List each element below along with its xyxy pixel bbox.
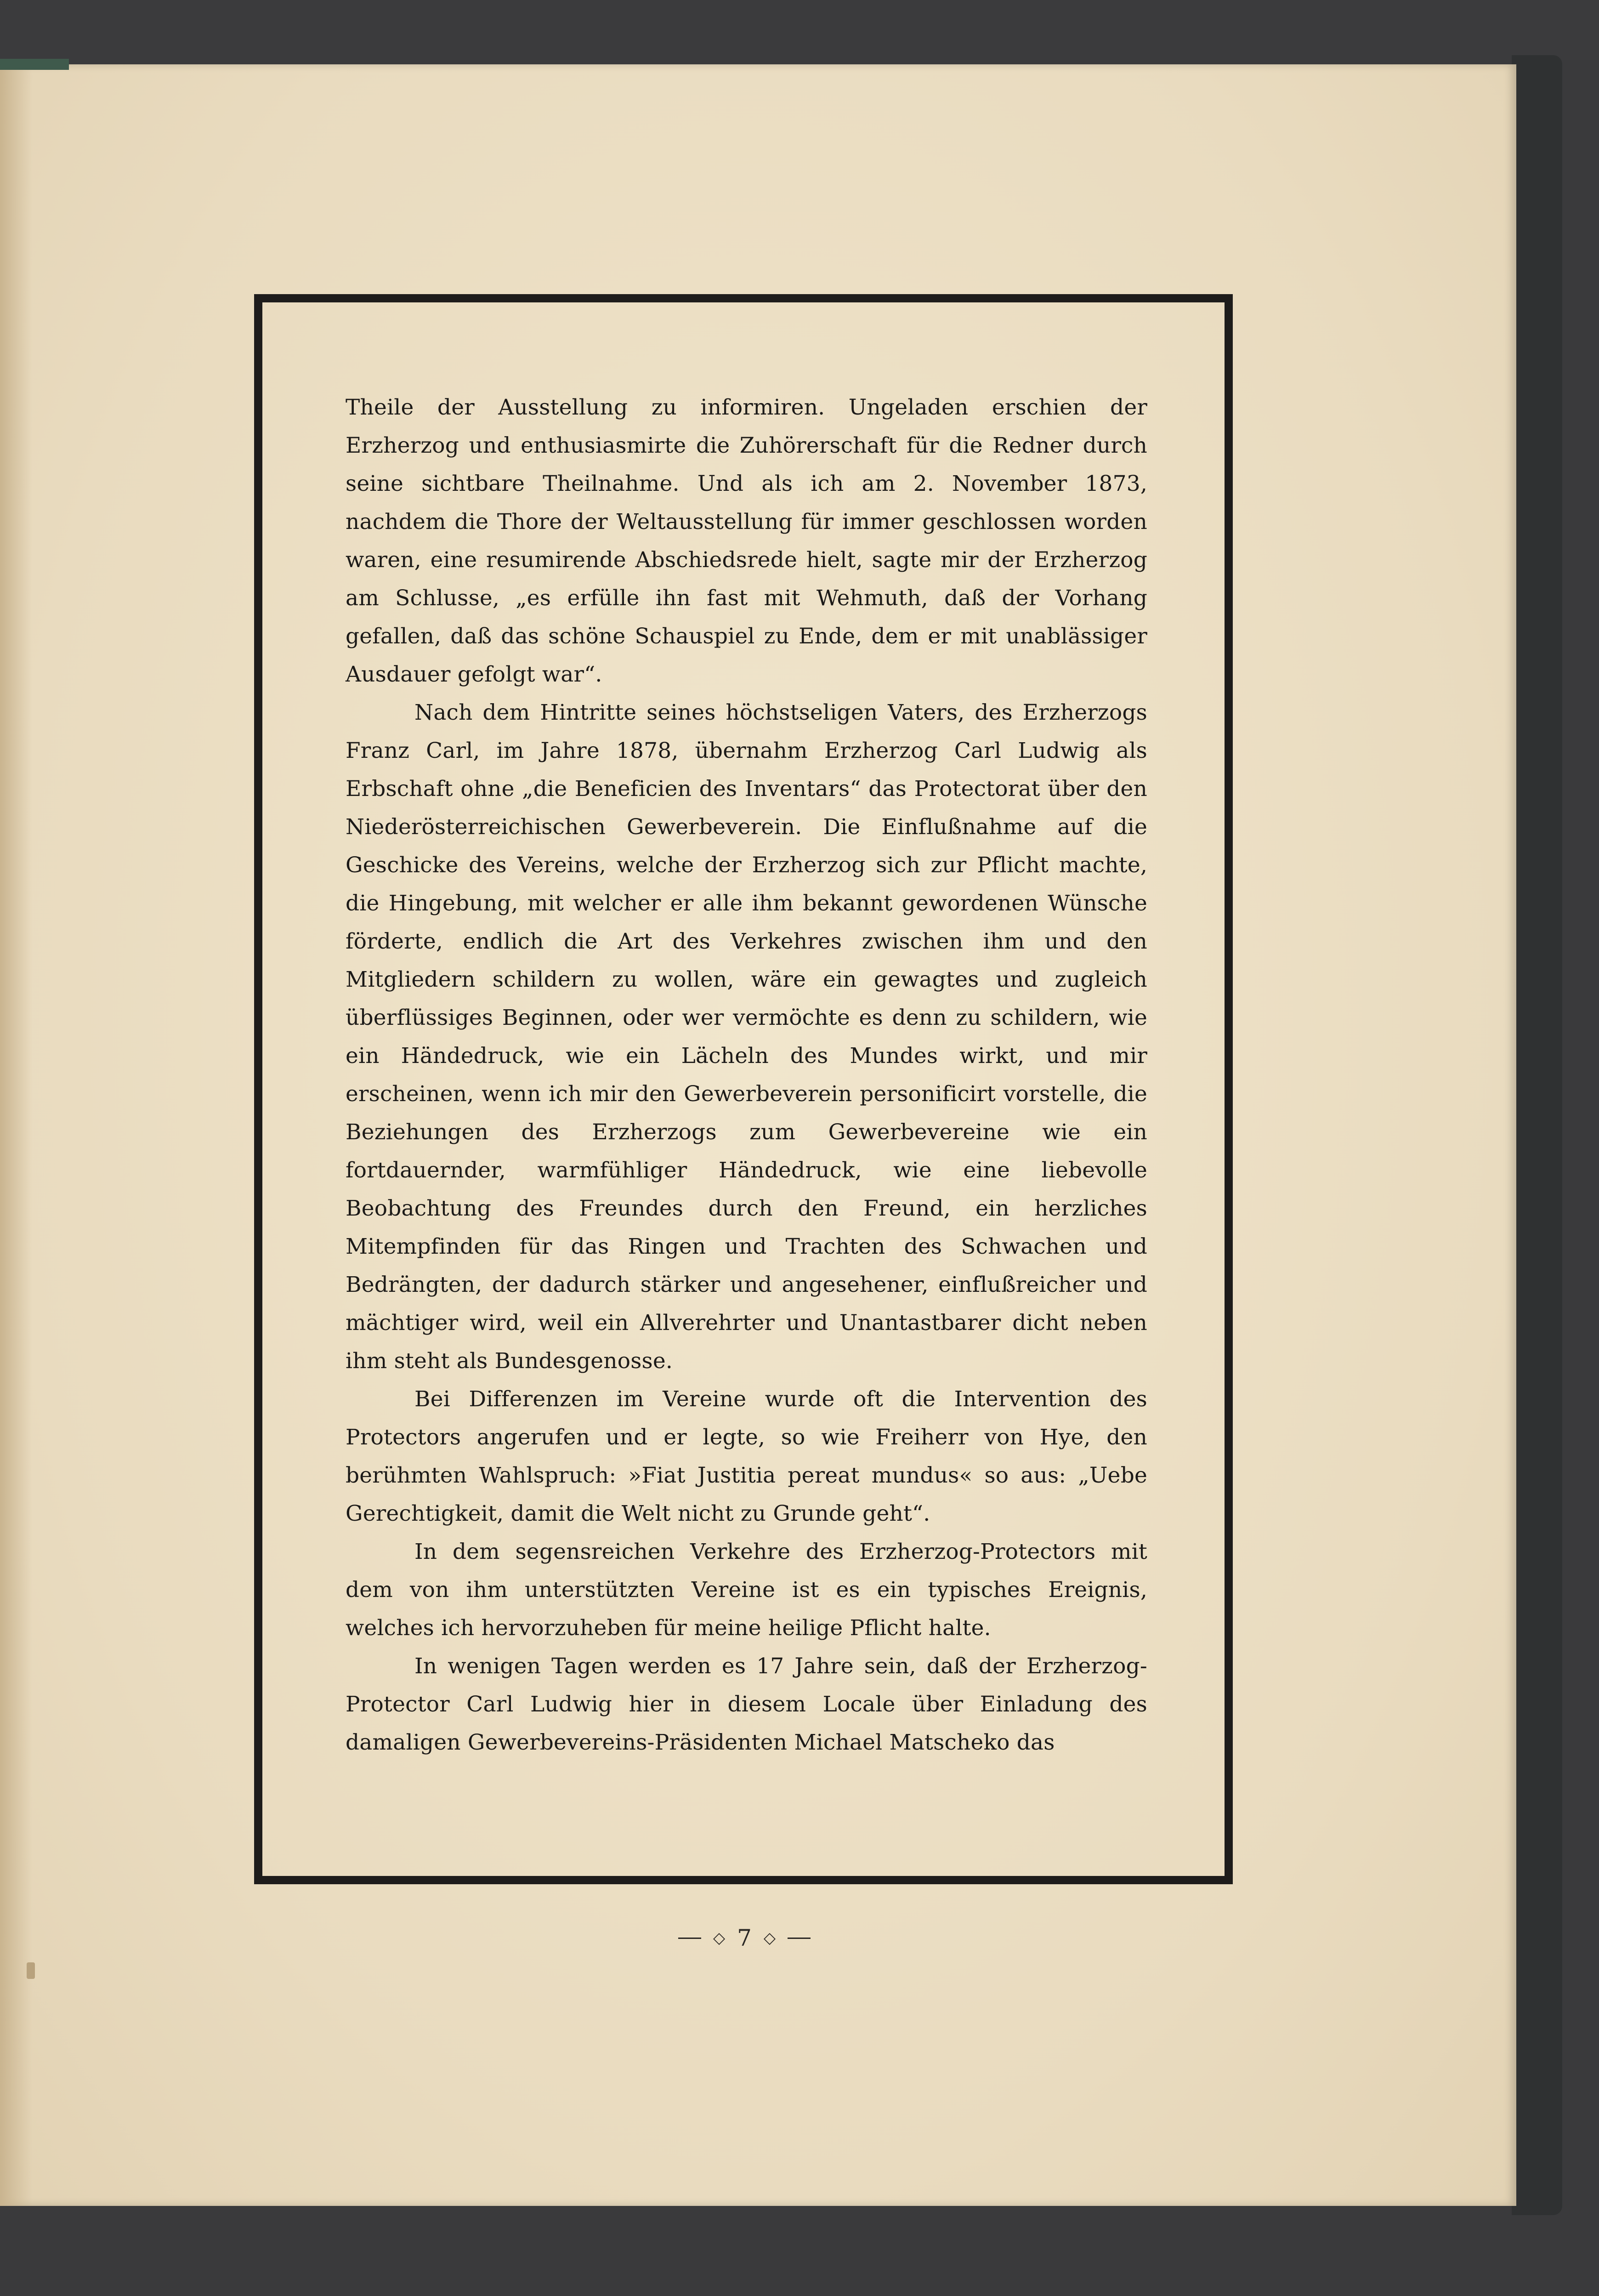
binding-tack — [27, 1962, 35, 1979]
page-number: 7 — [737, 1925, 752, 1951]
diamond-ornament-icon: ◇ — [713, 1929, 726, 1947]
book-cover-edge — [1512, 55, 1562, 2215]
page-gutter-shadow — [0, 64, 32, 2206]
page-footer — [666, 1922, 822, 1954]
paragraph-5: In wenigen Tagen werden es 17 Jahre sein, daß der Erzherzog-Protector Carl Ludwig hier in diesem Locale über Einladung des damaligen Gewerbevereins-Präsidenten Michael Matscheko das — [346, 1654, 1147, 1755]
binding-strip — [0, 59, 69, 70]
scan-background — [0, 0, 1599, 60]
body-text — [346, 388, 1147, 1822]
paragraph-4: In dem segensreichen Verkehre des Erzherzog-Protectors mit dem von ihm unterstützten Vereine ist es ein typisches Ereignis, welches ich hervorzuheben für meine heilige Pflicht halte. — [346, 1539, 1147, 1641]
footer-rule-right — [788, 1938, 811, 1939]
paragraph-1: Theile der Ausstellung zu informiren. Ungeladen erschien der Erzherzog und enthusiasmirte die Zuhörerschaft für die Redner durch seine sichtbare Theilnahme. Und als ich am 2. November 1873, nachdem die Thore der Weltausstellung für immer geschlossen worden waren, eine resumirende Abschiedsrede hielt, sagte mir der Erzherzog am Schlusse, „es erfülle ihn fast mit Wehmuth, daß der Vorhang gefallen, daß das schöne Schauspiel zu Ende, dem er mit unablässiger Ausdauer gefolgt war“. — [346, 395, 1147, 687]
diamond-ornament-icon: ◇ — [763, 1929, 776, 1947]
paragraph-3: Bei Differenzen im Vereine wurde oft die Intervention des Protectors angerufen und er legte, so wie Freiherr von Hye, den berühmten Wahlspruch: »Fiat Justitia pereat mundus« so aus: „Uebe Gerechtigkeit, damit die Welt nicht zu Grunde geht“. — [346, 1387, 1147, 1526]
paragraph-2: Nach dem Hintritte seines höchstseligen Vaters, des Erzherzogs Franz Carl, im Jahre 1878, übernahm Erzherzog Carl Ludwig als Erbschaft ohne „die Beneficien des Inventars“ das Protectorat über den Niederösterreichischen Gewerbeverein. Die Einflußnahme auf die Geschicke des Vereins, welche der Erzherzog sich zur Pflicht machte, die Hingebung, mit welcher er alle ihm bekannt gewordenen Wünsche förderte, endlich die Art des Verkehres zwischen ihm und den Mitgliedern schildern zu wollen, wäre ein gewagtes und zugleich überflüssiges Beginnen, oder wer vermöchte es denn zu schildern, wie ein Händedruck, wie ein Lächeln des Mundes wirkt, und mir erscheinen, wenn ich mir den Gewerbeverein personificirt vorstelle, die Beziehungen des Erzherzogs zum Gewerbevereine wie ein fortdauernder, warmfühliger Händedruck, wie eine liebevolle Beobachtung des Freundes durch den Freund, ein herzliches Mitempfinden für das Ringen und Trachten des Schwachen und Bedrängten, der dadurch stärker und angesehener, einflußreicher und mächtiger wird, weil ein Allverehrter und Unantastbarer dicht neben ihm steht als Bundesgenosse. — [346, 700, 1147, 1374]
footer-rule-left — [678, 1938, 701, 1939]
